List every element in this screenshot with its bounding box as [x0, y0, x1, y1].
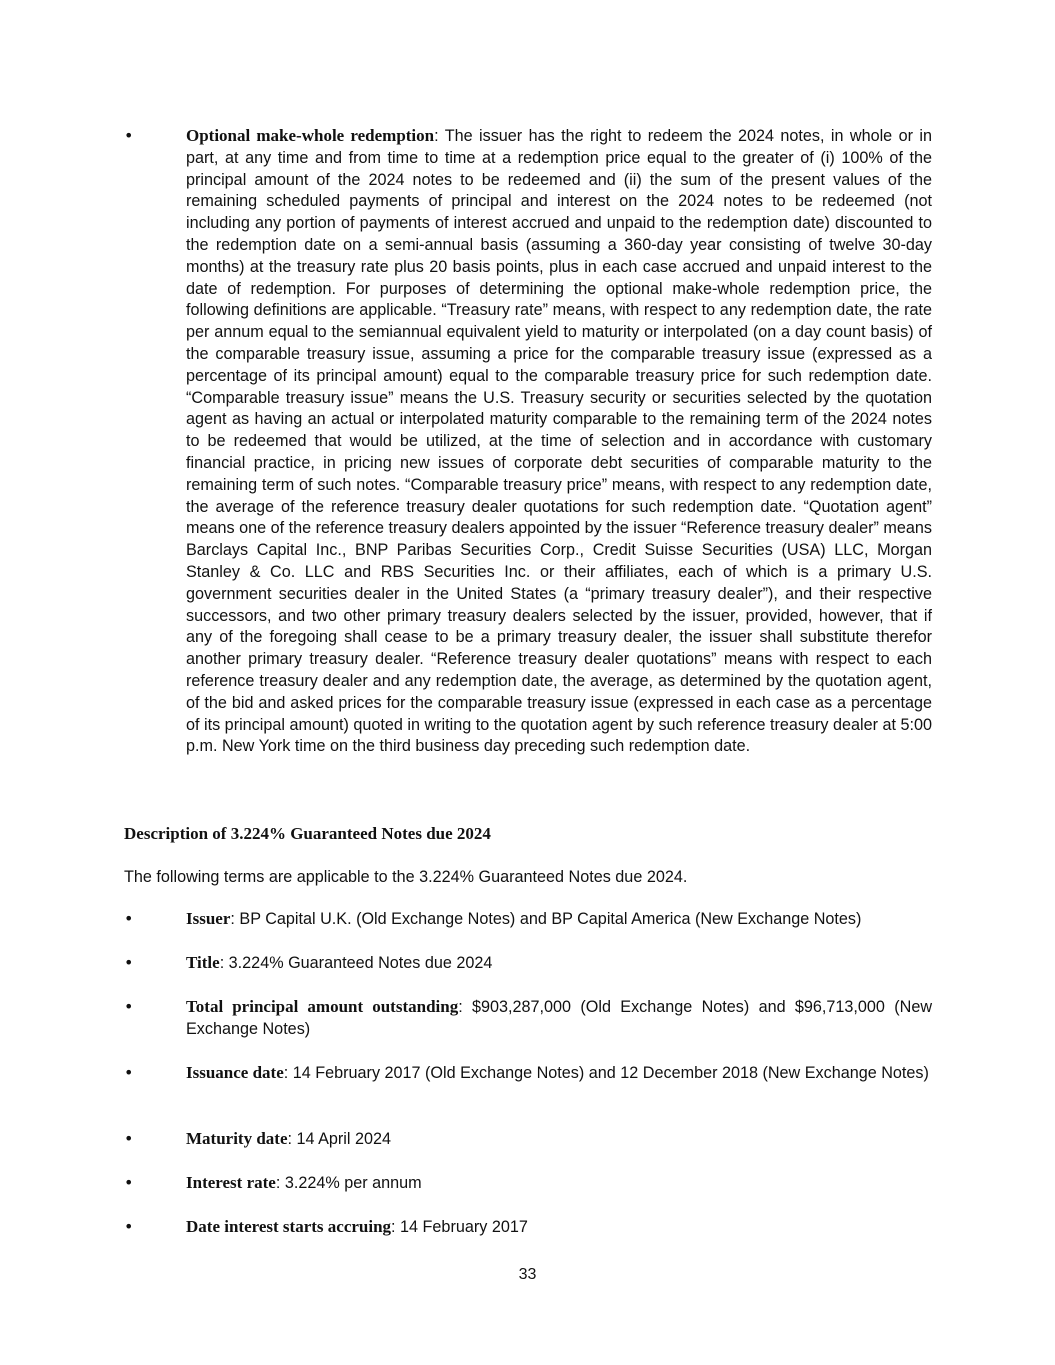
bullet-dot: •	[124, 1173, 134, 1192]
bullet-body: : 14 April 2024	[287, 1130, 392, 1148]
bullet-issuance-date	[124, 1062, 932, 1085]
bullet-term: Optional make-whole redemption	[186, 126, 435, 145]
bullet-date-interest-accruing	[124, 1216, 932, 1239]
bullet-body: : 3.224% per annum	[275, 1174, 422, 1192]
section-heading: Description of 3.224% Guaranteed Notes due 2024	[124, 824, 491, 843]
bullet-dot: •	[124, 1217, 134, 1236]
bullet-interest-rate	[124, 1172, 932, 1195]
bullet-text	[186, 908, 932, 931]
bullet-body: : 14 February 2017 (Old Exchange Notes) and 12 December 2018 (New Exchange Notes)	[283, 1064, 929, 1082]
bullet-term: Title	[186, 953, 220, 972]
bullet-dot: •	[124, 909, 134, 928]
bullet-term: Total principal amount outstanding	[186, 997, 459, 1016]
bullet-body: : BP Capital U.K. (Old Exchange Notes) and BP Capital America (New Exchange Notes)	[230, 910, 862, 928]
bullet-dot: •	[124, 126, 134, 145]
bullet-dot: •	[124, 1063, 134, 1082]
bullet-text	[186, 1128, 932, 1151]
bullet-maturity-date	[124, 1128, 932, 1151]
bullet-text	[186, 952, 932, 975]
bullet-text	[186, 125, 932, 758]
bullet-text	[186, 1172, 932, 1195]
bullet-total-principal	[124, 996, 932, 1041]
bullet-issuer	[124, 908, 932, 931]
bullet-body: : 14 February 2017	[391, 1218, 528, 1236]
bullet-term: Issuance date	[186, 1063, 284, 1082]
bullet-body: : The issuer has the right to redeem the 2024 notes, in whole or in part, at any time and from time to time at a redemption price equal to the greater of (i) 100% of the principal amount of the 2024 notes to be redeemed and (ii) the sum of the present values of the remaining scheduled payments of principal and interest on the 2024 notes to be redeemed (not including any portion of payments of interest accrued and unpaid to the redemption date) discounted to the redemption date on a semi-annual basis (assuming a 360-day year consisting of twelve 30-day months) at the treasury rate plus 20 basis points, plus in each case accrued and unpaid interest to the date of redemption. For purposes of determining the optional make-whole redemption price, the following definitions are applicable. “Treasury rate” means, with respect to any redemption date, the rate per annum equal to the semiannual equivalent yield to maturity or interpolated (on a day count basis) of the comparable treasury issue, assuming a price for the comparable treasury issue (expressed as a percentage of its principal amount) equal to the comparable treasury price for such redemption date. “Comparable treasury issue” means the U.S. Treasury security or securities selected by the quotation agent as having an actual or interpolated maturity comparable to the remaining term of the 2024 notes to be redeemed that would be utilized, at the time of selection and in accordance with customary financial practice, in pricing new issues of corporate debt securities of comparable maturity to the remaining term of such notes. “Comparable treasury price” means, with respect to any redemption date, the average of the reference treasury dealer quotations for such redemption date. “Quotation agent” means one of the reference treasury dealers appointed by the issuer “Reference treasury dealer” means Barclays Capital Inc., BNP Paribas Securities Corp., Credit Suisse Securities (USA) LLC, Morgan Stanley & Co. LLC and RBS Securities Inc. or their affiliates, each of which is a primary U.S. government securities dealer in the United States (a “primary treasury dealer”), and their respective successors, and two other primary treasury dealers selected by the issuer, provided, however, that if any of the foregoing shall cease to be a primary treasury dealer, the issuer shall substitute therefor another primary treasury dealer. “Reference treasury dealer quotations” means with respect to each reference treasury dealer and any redemption date, the average, as determined by the quotation agent, of the bid and asked prices for the comparable treasury issue (expressed in each case as a percentage of its principal amount) quoted in writing to the quotation agent by such reference treasury dealer at 5:00 p.m. New York time on the third business day preceding such redemption date.	[186, 127, 932, 756]
bullet-text	[186, 996, 932, 1041]
bullet-text	[186, 1062, 932, 1085]
bullet-term: Interest rate	[186, 1173, 276, 1192]
section-intro: The following terms are applicable to the 3.224% Guaranteed Notes due 2024.	[124, 868, 688, 886]
page-number: 33	[518, 1266, 537, 1283]
bullet-term: Maturity date	[186, 1129, 288, 1148]
bullet-body: : 3.224% Guaranteed Notes due 2024	[219, 954, 493, 972]
bullet-term: Issuer	[186, 909, 231, 928]
bullet-dot: •	[124, 1129, 134, 1148]
bullet-dot: •	[124, 997, 134, 1016]
bullet-title	[124, 952, 932, 975]
bullet-optional-make-whole-redemption	[124, 125, 932, 758]
bullet-dot: •	[124, 953, 134, 972]
bullet-term: Date interest starts accruing	[186, 1217, 392, 1236]
bullet-body: : $903,287,000 (Old Exchange Notes) and $96,713,000 (New Exchange Notes)	[186, 998, 933, 1038]
bullet-text	[186, 1216, 932, 1239]
